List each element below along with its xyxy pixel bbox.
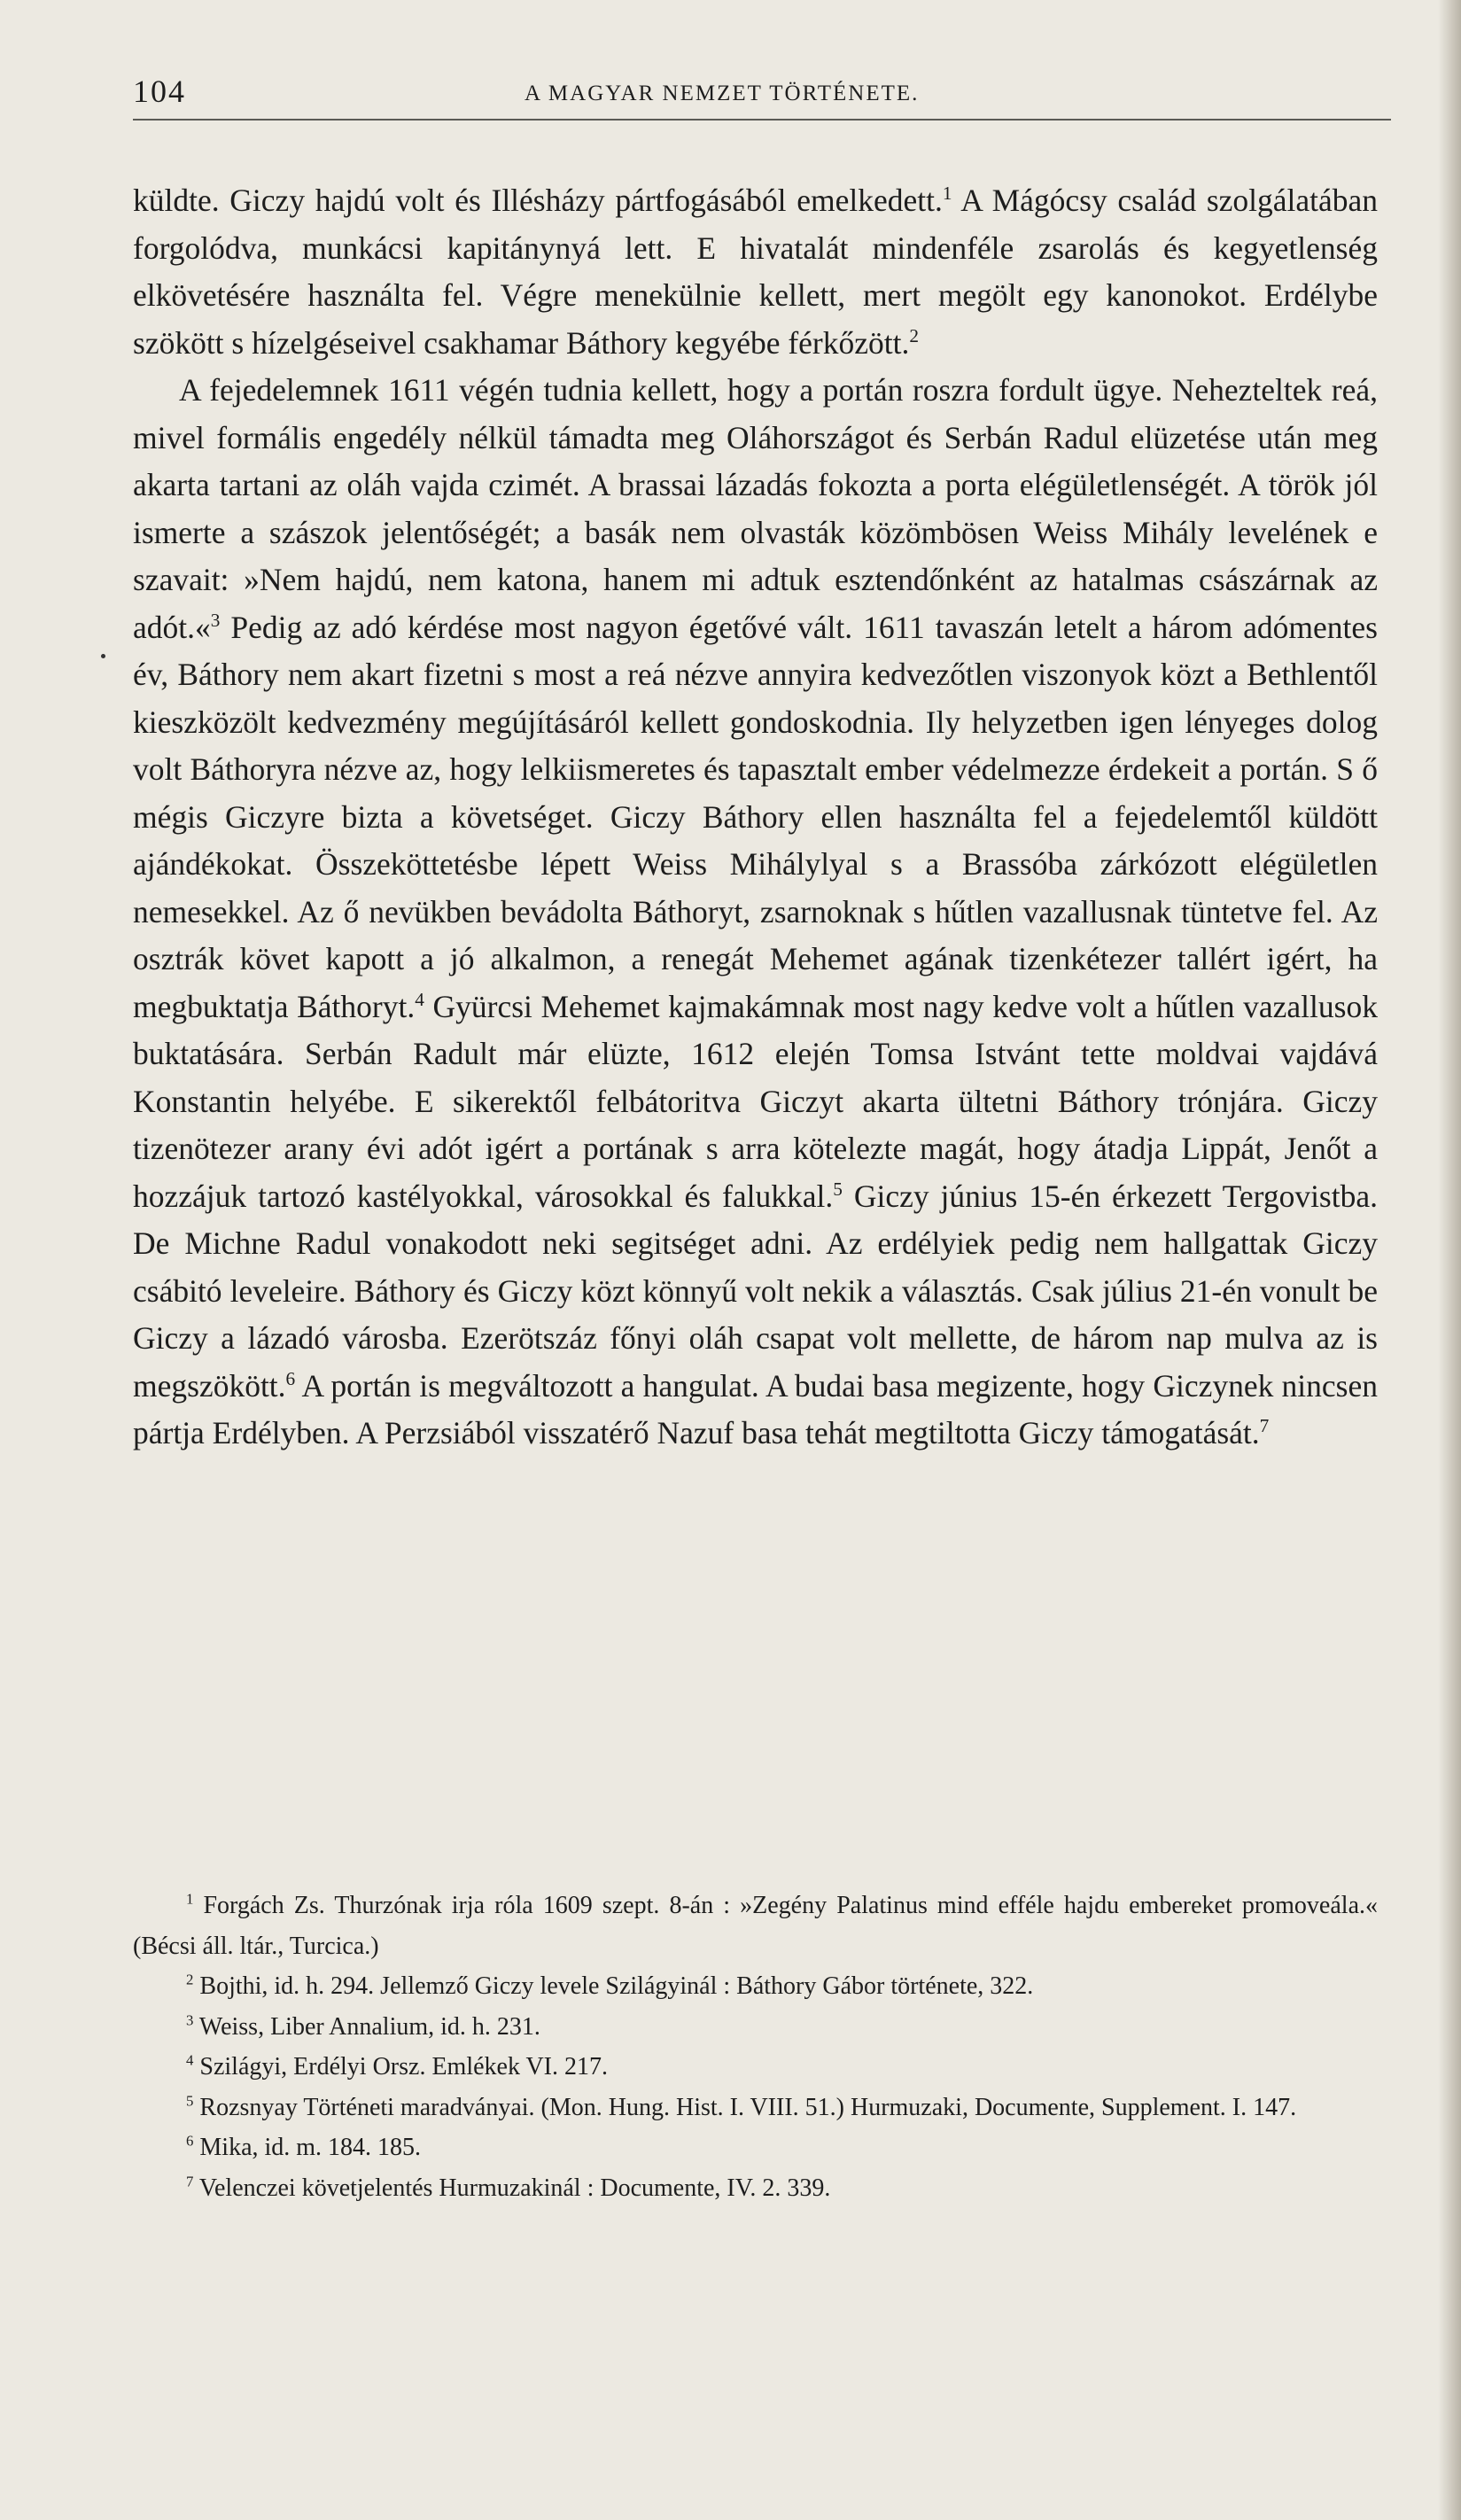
footnote — [133, 2007, 1378, 2048]
footnote-number: 7 — [186, 2173, 194, 2190]
text-run: küldte. Giczy hajdú volt és Illésházy pártfogásából emelkedett. — [133, 183, 943, 218]
footnote-ref: 3 — [210, 609, 221, 631]
footnote-ref: 6 — [285, 1367, 296, 1389]
text-run: Gyürcsi Mehemet kajmakámnak most nagy kedve volt a hűtlen vazallusok buktatására. Serbán Radult már elüzte, 1612 elején Tomsa Istvánt tette moldvai vajdává Konstantin helyébe. E sikerektől felbátoritva Giczyt akarta ültetni Báthory trónjára. Giczy tizenötezer arany évi adót igért a portának s arra kötelezte magát, hogy átadja Lippát, Jenőt a hozzájuk tartozó kastélyokkal, városokkal és falukkal. — [133, 988, 1378, 1214]
page-header — [133, 73, 1391, 122]
running-title: A MAGYAR NEMZET TÖRTÉNETE. — [525, 82, 920, 105]
footnote-text: Rozsnyay Történeti maradványai. (Mon. Hung. Hist. I. VIII. 51.) Hurmuzaki, Documente, Supplement. I. 147. — [193, 2093, 1297, 2121]
text-run: A Mágócsy család szolgálatában forgolódva, munkácsi kapitánynyá lett. E hivatalát mindenféle zsarolás és kegyetlenség elkövetésére használta fel. Végre menekülnie kellett, mert megölt egy kanonokot. Erdélybe szökött s hízelgéseivel csakhamar Báthory kegyébe férkőzött. — [133, 183, 1378, 361]
text-run: A fejedelemnek 1611 végén tudnia kellett, hogy a portán roszra fordult ügye. Nehezteltek reá, mivel formális engedély nélkül támadta meg Oláhországot és Serbán Radul elüzetése után meg akarta tartani az oláh vajda czimét. A brassai lázadás fokozta a porta elégületlenségét. A török jól ismerte a szászok jelentőségét; a basák nem olvasták közömbösen Weiss Mihály levelének e szavait: »Nem hajdú, nem katona, hanem mi adtuk esztendőnként az hatalmas császárnak az adót.« — [133, 372, 1378, 645]
footnote-ref: 4 — [415, 988, 424, 1010]
footnote-text: Weiss, Liber Annalium, id. h. 231. — [193, 2012, 540, 2041]
footnote-number: 3 — [186, 2011, 194, 2029]
footnote-ref: 1 — [942, 183, 952, 205]
paragraph-1 — [133, 177, 1378, 367]
footnote-ref: 2 — [909, 324, 919, 346]
body-text — [133, 177, 1378, 1458]
page-number: 104 — [133, 74, 186, 109]
footnote-number: 6 — [186, 2132, 194, 2150]
footnote-text: Forgách Zs. Thurzónak irja róla 1609 szept. 8-án : »Zegény Palatinus mind efféle hajdu embereket promoveála.« (Bécsi áll. ltár., Turcica.) — [133, 1892, 1378, 1960]
text-run: Giczy június 15-én érkezett Tergovistba. De Michne Radul vonakodott neki segitséget adni. Az erdélyiek pedig nem hallgattak Giczy csábitó leveleire. Báthory és Giczy közt könnyű volt nekik a választás. Csak július 21-én vonult be Giczy a lázadó városba. Ezerötszáz főnyi oláh csapat volt mellette, de három nap mulva az is megszökött. — [133, 1178, 1378, 1404]
footnote — [133, 2168, 1378, 2209]
header-rule — [133, 119, 1391, 121]
footnote — [133, 2047, 1378, 2088]
footnote — [133, 1886, 1378, 1966]
text-run: A portán is megváltozott a hangulat. A budai basa megizente, hogy Giczynek nincsen pártja Erdélyben. A Perzsiából visszatérő Nazuf basa tehát megtiltotta Giczy támogatását. — [133, 1367, 1378, 1451]
footnote — [133, 2088, 1378, 2128]
text-run: Pedig az adó kérdése most nagyon égetővé vált. 1611 tavaszán letelt a három adómentes év, Báthory nem akart fizetni s most a reá nézve annyira kedvezőtlen viszonyok közt a Bethlentől kieszközölt kedvezmény megújításáról kellett gondoskodnia. Ily helyzetben igen lényeges dolog volt Báthoryra nézve az, hogy lelkiismeretes és tapasztalt ember védelmezze érdekeit a portán. S ő mégis Giczyre bizta a követséget. Giczy Báthory ellen használta fel a fejedelemtől küldött ajándékokat. Összeköttetésbe lépett Weiss Mihálylyal s a Brassóba zárkózott elégületlen nemesekkel. Az ő nevükben bevádolta Báthoryt, zsarnoknak s hűtlen vazallusnak tüntetve fel. Az osztrák követ kapott a jó alkalmon, a renegát Mehemet agának tizenkétezer tallért igért, ha megbuktatja Báthoryt. — [133, 609, 1378, 1024]
footnote — [133, 2127, 1378, 2168]
footnote-text: Bojthi, id. h. 294. Jellemző Giczy levele Szilágyinál : Báthory Gábor története, 322. — [193, 1972, 1034, 2000]
margin-mark — [101, 654, 105, 658]
footnotes — [133, 1886, 1378, 2208]
footnote-number: 5 — [186, 2092, 194, 2110]
page-edge-shadow — [1438, 0, 1461, 2520]
footnote-ref: 5 — [833, 1178, 843, 1200]
footnote-text: Velenczei követjelentés Hurmuzakinál : Documente, IV. 2. 339. — [193, 2174, 831, 2202]
footnote-number: 4 — [186, 2051, 194, 2069]
footnote-ref: 7 — [1259, 1415, 1270, 1437]
paragraph-2 — [133, 367, 1378, 1458]
footnote-text: Szilágyi, Erdélyi Orsz. Emlékek VI. 217. — [193, 2053, 608, 2081]
footnote-number: 1 — [186, 1890, 194, 1908]
footnote-number: 2 — [186, 1971, 194, 1988]
footnote-text: Mika, id. m. 184. 185. — [193, 2134, 422, 2161]
footnote — [133, 1966, 1378, 2007]
